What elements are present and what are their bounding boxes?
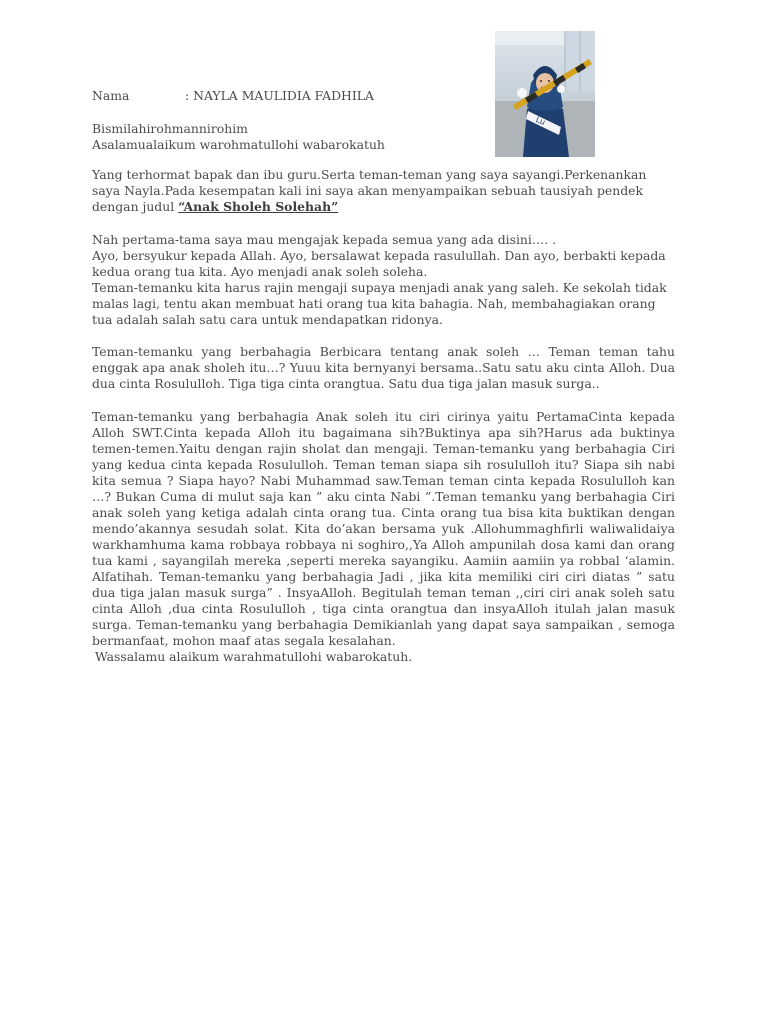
paragraph-1-line: Ayo, bersyukur kepada Allah. Ayo, bersalawat kepada rasulullah. Dan ayo, berbakti kepada kedua orang tua kita. Ayo menjadi anak soleh soleha.: [92, 248, 666, 279]
name-line: [92, 88, 692, 103]
name-value: : NAYLA MAULIDIA FADHILA: [185, 88, 374, 103]
paragraph-2: [92, 344, 675, 392]
intro-text: Yang terhormat bapak dan ibu guru.Serta teman-teman yang saya sayangi.Perkenankan saya Nayla.Pada kesempatan kali ini saya akan menyampaikan sebuah tausiyah pendek dengan judul: [92, 167, 647, 214]
salam-line: Asalamualaikum warohmatullohi wabarokatuh: [92, 137, 385, 152]
speech-title: “Anak Sholeh Solehah”: [178, 199, 339, 214]
paragraph-1-line: Nah pertama-tama saya mau mengajak kepada semua yang ada disini…. .: [92, 232, 557, 247]
closing-block: [95, 649, 678, 665]
greeting-block: [92, 121, 675, 153]
name-label: Nama: [92, 88, 130, 103]
paragraph-2-text: Teman-temanku yang berbahagia Berbicara tentang anak soleh … Teman teman tahu enggak apa anak sholeh itu…? Yuuu kita bernyanyi bersama..Satu satu aku cinta Alloh. Dua dua cinta Rosululloh. Tiga tiga cinta orangtua. Satu dua tiga jalan masuk surga..: [92, 344, 675, 391]
paragraph-3: [92, 409, 675, 649]
paragraph-1-line: Teman-temanku kita harus rajin mengaji supaya menjadi anak yang saleh. Ke sekolah tidak malas lagi, tentu akan membuat hati orang tua kita bahagia. Nah, membahagiakan orang tua adalah salah satu cara untuk mendapatkan ridonya.: [92, 280, 667, 327]
paragraph-1: [92, 232, 675, 328]
sash-text: Lu: [534, 115, 547, 127]
closing-salam: Wassalamu alaikum warahmatullohi wabarokatuh.: [95, 649, 413, 664]
paragraph-3-text: Teman-temanku yang berbahagia Anak soleh itu ciri cirinya yaitu PertamaCinta kepada Alloh SWT.Cinta kepada Alloh itu bagaimana sih?Buktinya apa sih?Harus ada buktinya temen-temen.Yaitu dengan rajin sholat dan mengaji. Teman-temanku yang berbahagia Ciri yang kedua cinta kepada Rosululloh. Teman teman siapa sih rosululloh itu? Siapa sih nabi kita semua ? Siapa hayo? Nabi Muhammad saw.Teman teman cinta kepada Rosululloh kan …? Bukan Cuma di mulut saja kan ” aku cinta Nabi ”.Teman temanku yang berbahagia Ciri anak soleh yang ketiga adalah cinta orang tua. Cinta orang tua bisa kita buktikan dengan mendo’akannya sesudah solat. Kita do’akan bersama yuk .Allohummaghfirli waliwalidaiya warkhamhuma kama robbaya robbaya ni soghiro,,Ya Alloh ampunilah dosa kami dan orang tua kami , sayangilah mereka ,seperti mereka sayangiku. Aamiin aamiin ya robbal ‘alamin. Alfatihah. Teman-temanku yang berbahagia Jadi , jika kita memiliki ciri ciri diatas ” satu dua tiga jalan masuk surga” . InsyaAlloh. Begitulah teman teman ,,ciri ciri anak soleh satu cinta Alloh ,dua cinta Rosululloh , tiga cinta orangtua dan insyaAlloh itulah jalan masuk surga. Teman-temanku yang berbahagia Demikianlah yang dapat saya sampaikan , semoga bermanfaat, mohon maaf atas segala kesalahan.: [92, 409, 675, 648]
intro-paragraph: [92, 167, 675, 215]
basmalah-line: Bismilahirohmannirohim: [92, 121, 248, 136]
